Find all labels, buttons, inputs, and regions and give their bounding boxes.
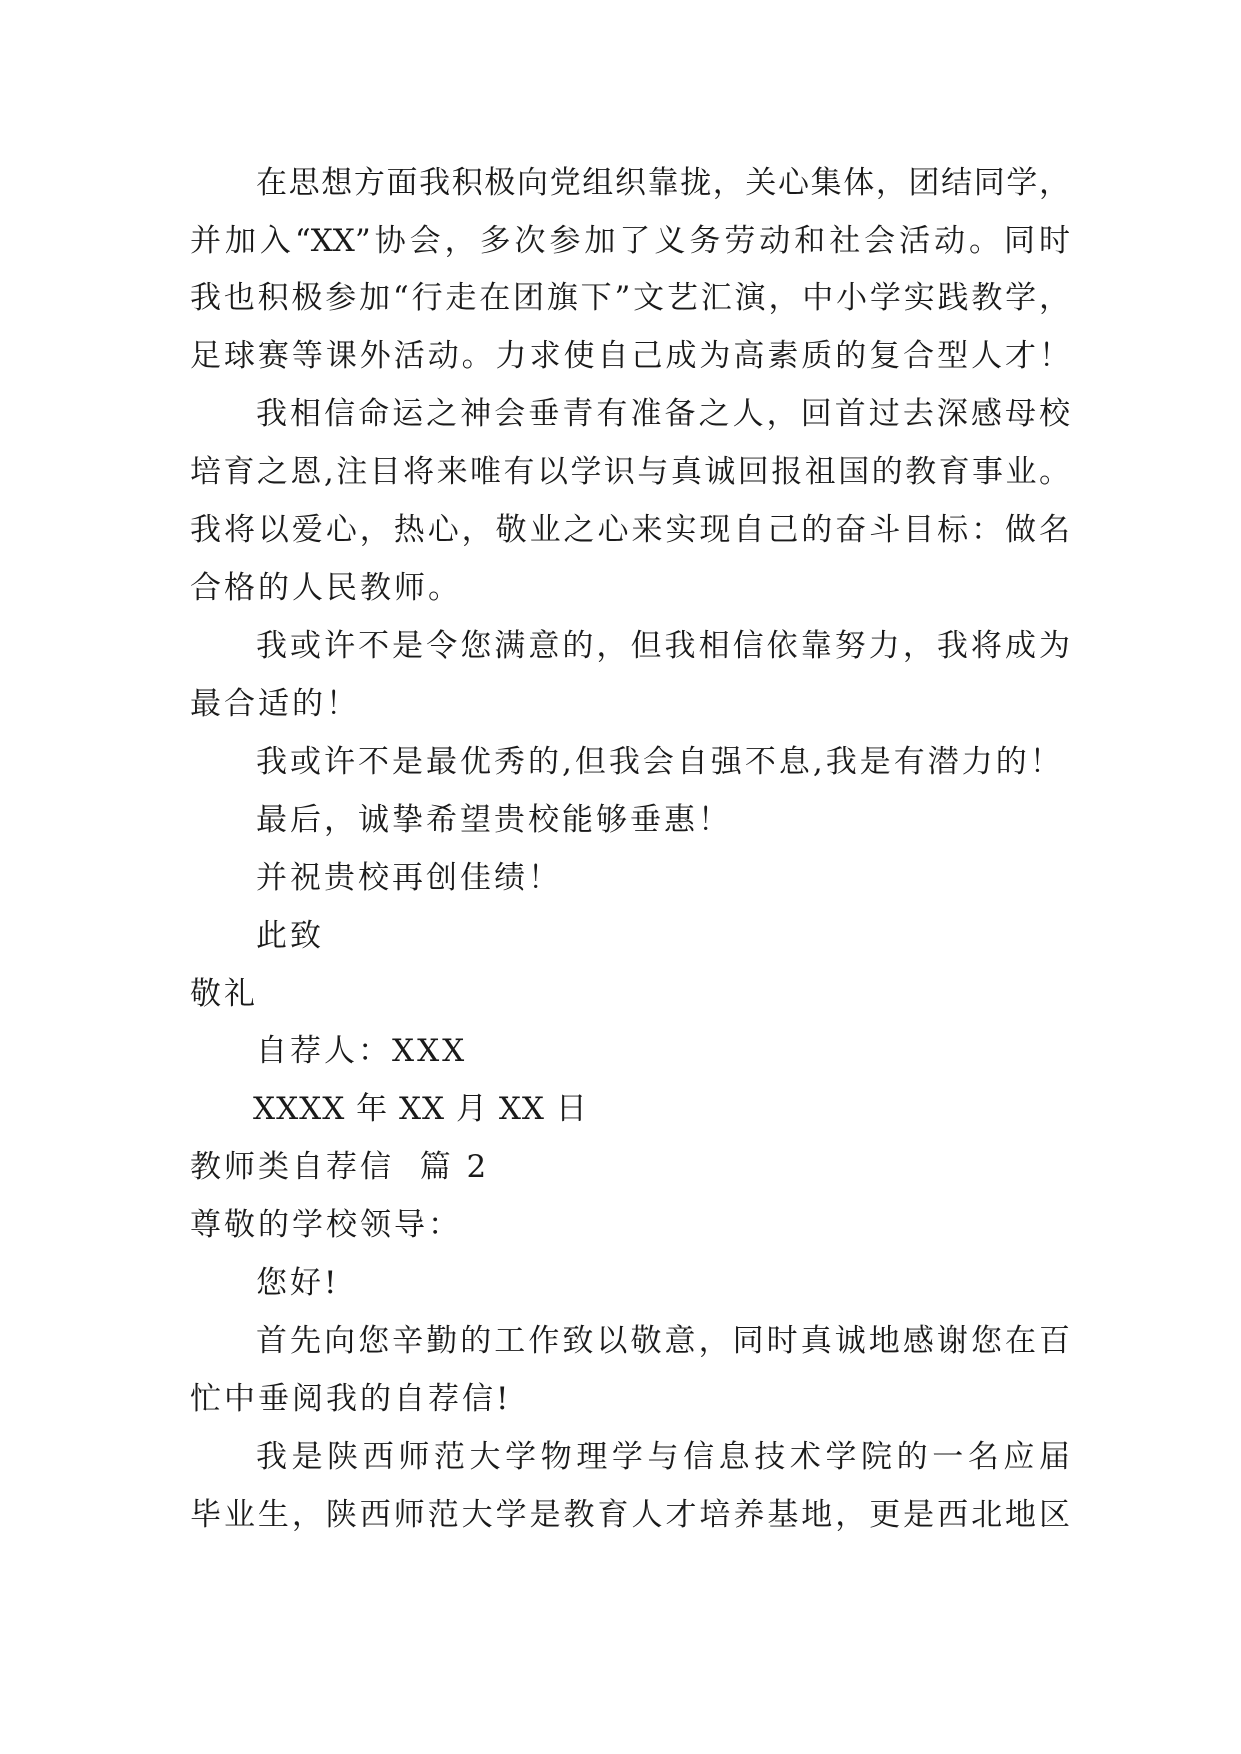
body-text-line: 并加入“XX”协会，多次参加了义务劳动和社会活动。同时 — [190, 223, 1070, 259]
greeting-text: 尊敬的学校领导： — [190, 1207, 462, 1243]
body-text-line: 合格的人民教师。 — [190, 570, 462, 606]
body-text-line: 我将以爱心，热心，敬业之心来实现自己的奋斗目标：做名 — [190, 512, 1070, 548]
body-text-line: 我是陕西师范大学物理学与信息技术学院的一名应届 — [256, 1439, 1070, 1475]
body-text-line: 培育之恩,注目将来唯有以学识与真诚回报祖国的教育事业。 — [190, 454, 1070, 490]
body-text-line: 我或许不是令您满意的，但我相信依靠努力，我将成为 — [256, 628, 1070, 664]
section-title: 教师类自荐信 篇 2 — [190, 1149, 490, 1185]
date-text: XXXX 年 XX 月 XX 日 — [253, 1091, 588, 1127]
body-text-line: 忙中垂阅我的自荐信! — [190, 1381, 512, 1417]
body-text-line: 我相信命运之神会垂青有准备之人，回首过去深感母校 — [256, 396, 1070, 432]
body-text-line: 首先向您辛勤的工作致以敬意，同时真诚地感谢您在百 — [256, 1323, 1070, 1359]
body-text-line: 毕业生，陕西师范大学是教育人才培养基地，更是西北地区 — [190, 1497, 1070, 1533]
body-text-line: 最后，诚挚希望贵校能够垂惠！ — [256, 802, 732, 838]
signature-text: 自荐人：XXX — [256, 1033, 468, 1069]
body-text-line: 足球赛等课外活动。力求使自己成为高素质的复合型人才！ — [190, 338, 1070, 374]
body-text-line: 并祝贵校再创佳绩！ — [256, 860, 562, 896]
body-text-line: 最合适的！ — [190, 686, 360, 722]
hello-text: 您好! — [256, 1265, 340, 1301]
closing-text: 此致 — [256, 918, 324, 954]
body-text-line: 我或许不是最优秀的,但我会自强不息,我是有潜力的！ — [256, 744, 1064, 780]
body-text-line: 在思想方面我积极向党组织靠拢，关心集体，团结同学， — [256, 165, 1070, 201]
body-text-line: 我也积极参加“行走在团旗下”文艺汇演，中小学实践教学， — [190, 280, 1070, 316]
salutation-text: 敬礼 — [190, 976, 258, 1012]
